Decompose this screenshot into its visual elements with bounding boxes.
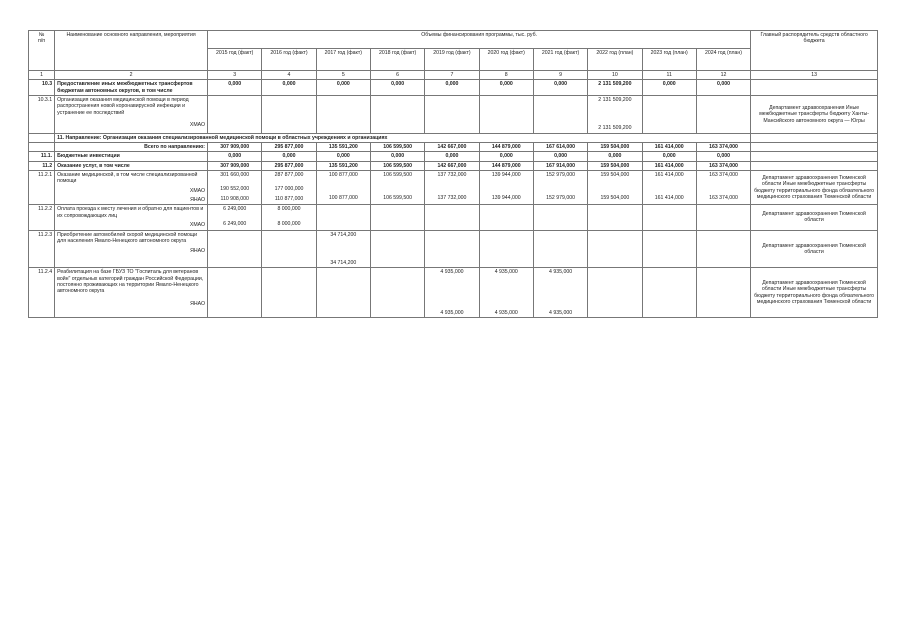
spacer xyxy=(427,186,476,192)
row-num: 10.3 xyxy=(29,80,55,96)
row-name: Предоставление иных межбюджетных трансфертов бюджетам автономных округов, в том числе xyxy=(55,80,208,96)
cell-value: 142 667,000 xyxy=(425,143,479,152)
table-row xyxy=(29,268,878,318)
spacer xyxy=(699,186,748,192)
cell-value: 34 714,200 xyxy=(330,231,357,238)
cell-value: 0,000 xyxy=(533,152,587,161)
cell-value: 0,000 xyxy=(479,80,533,96)
cell-value: 4 935,000 xyxy=(549,269,573,276)
spacer xyxy=(645,178,694,186)
spacer xyxy=(482,178,531,186)
spacer xyxy=(319,238,368,260)
table-row xyxy=(29,80,878,96)
cell-value-sub: 159 504,000 xyxy=(600,195,630,202)
cell-value-stack xyxy=(588,96,642,134)
cell-value: 0,000 xyxy=(208,80,262,96)
col-number: 7 xyxy=(425,71,479,80)
cell-value: 0,000 xyxy=(696,152,750,161)
cell-value: 301 660,000 xyxy=(220,172,250,179)
header-year: 2020 год (факт) xyxy=(479,49,533,71)
row-name-cell xyxy=(55,171,208,205)
row-subregion: ХМАО xyxy=(189,222,206,229)
cell-value: 307 909,000 xyxy=(208,143,262,152)
cell-value: 163 374,000 xyxy=(709,172,738,179)
spacer xyxy=(264,178,313,186)
cell-value: 0,000 xyxy=(642,152,696,161)
cell-value: 139 944,000 xyxy=(491,172,521,179)
section-row xyxy=(29,133,878,142)
cell-value-sub: 4 935,000 xyxy=(549,309,573,316)
cell-value-sub: 34 714,200 xyxy=(330,259,357,266)
cell-value: 159 504,000 xyxy=(588,161,642,170)
row-num: 11.2.3 xyxy=(29,230,55,268)
cell-value: 295 877,000 xyxy=(262,143,316,152)
table-row xyxy=(29,96,878,134)
cell-value-sub: 161 414,000 xyxy=(654,195,684,202)
cell-value: 161 414,000 xyxy=(642,143,696,152)
row-name: Всего по направлению: xyxy=(55,143,208,152)
row-name-cell xyxy=(55,205,208,230)
cell-value-stack xyxy=(208,205,262,230)
cell-empty xyxy=(751,80,878,96)
col-number: 13 xyxy=(751,71,878,80)
cell-value: 0,000 xyxy=(588,152,642,161)
cell-value: 159 504,000 xyxy=(600,172,630,179)
cell-value-sub: 163 374,000 xyxy=(709,195,738,202)
spacer xyxy=(427,178,476,186)
cell-value: 167 914,000 xyxy=(533,161,587,170)
cell-value: 0,000 xyxy=(696,80,750,96)
row-num: 11.2.4 xyxy=(29,268,55,318)
spacer xyxy=(536,276,585,310)
cell-value: 0,000 xyxy=(262,80,316,96)
spacer xyxy=(210,178,259,186)
cell-value-stack xyxy=(642,171,696,205)
row-name-cell xyxy=(55,230,208,268)
table-row xyxy=(29,143,878,152)
header-year: 2017 год (факт) xyxy=(316,49,370,71)
cell-value: 2 131 509,200 xyxy=(588,80,642,96)
header-year: 2022 год (план) xyxy=(588,49,642,71)
cell-value: 4 935,000 xyxy=(440,269,464,276)
cell-value: 106 599,500 xyxy=(383,172,413,179)
row-subregion: ХМАО xyxy=(189,122,206,129)
spacer xyxy=(319,186,368,192)
spacer xyxy=(536,178,585,186)
col-number: 1 xyxy=(29,71,55,80)
row-distributor: Департамент здравоохранения Иные межбюджетные трансферты бюджету Ханты-Мансийского автономного округа — Югры xyxy=(751,96,878,134)
cell-value: 163 374,000 xyxy=(696,161,750,170)
spacer xyxy=(536,186,585,192)
header-year: 2019 год (факт) xyxy=(425,49,479,71)
cell-value: 2 131 509,200 xyxy=(598,97,632,104)
cell-value: 142 667,000 xyxy=(425,161,479,170)
header-year: 2024 год (план) xyxy=(696,49,750,71)
col-number: 11 xyxy=(642,71,696,80)
cell-value: 152 979,000 xyxy=(546,172,575,179)
spacer xyxy=(373,186,422,192)
cell-value: 106 599,500 xyxy=(370,143,424,152)
row-name-cell xyxy=(55,96,208,134)
cell-value-stack xyxy=(479,171,533,205)
row-name-cell xyxy=(55,268,208,318)
cell-value: 135 591,200 xyxy=(316,143,370,152)
cell-value: 0,000 xyxy=(262,152,316,161)
cell-value-stack xyxy=(208,171,262,205)
col-number: 12 xyxy=(696,71,750,80)
col-number: 5 xyxy=(316,71,370,80)
table-row xyxy=(29,171,878,205)
cell-value: 8 000,000 xyxy=(277,206,301,213)
row-subregion: ЯНАО xyxy=(190,300,206,307)
row-subregion: ХМАО xyxy=(189,187,206,194)
cell-value-sub: 137 732,000 xyxy=(437,195,467,202)
header-year: 2018 год (факт) xyxy=(370,49,424,71)
cell-value: 144 879,000 xyxy=(479,143,533,152)
cell-value: 0,000 xyxy=(479,152,533,161)
row-subregion: ЯНАО xyxy=(190,248,206,255)
header-num: № п/п xyxy=(29,31,55,71)
spacer xyxy=(210,213,259,221)
cell-value-sub: 100 877,000 xyxy=(328,195,358,202)
cell-value: 0,000 xyxy=(533,80,587,96)
cell-value-stack xyxy=(316,171,370,205)
spacer xyxy=(482,186,531,192)
cell-value-stack xyxy=(370,171,424,205)
cell-value: 144 879,000 xyxy=(479,161,533,170)
cell-value-stack xyxy=(696,171,750,205)
table-row xyxy=(29,205,878,230)
cell-value: 0,000 xyxy=(316,152,370,161)
header-name: Наименование основного направления, мероприятия xyxy=(55,31,208,71)
cell-value: 4 935,000 xyxy=(494,269,518,276)
col-number: 6 xyxy=(370,71,424,80)
cell-value-stack xyxy=(533,171,587,205)
cell-value: 106 599,500 xyxy=(370,161,424,170)
cell-value: 0,000 xyxy=(370,80,424,96)
cell-value-stack xyxy=(588,171,642,205)
cell-value: 159 504,000 xyxy=(588,143,642,152)
table-row xyxy=(29,230,878,268)
cell-value: 295 877,000 xyxy=(262,161,316,170)
spacer xyxy=(482,276,531,310)
table-row xyxy=(29,161,878,170)
cell-value: 287 877,000 xyxy=(274,172,304,179)
cell-value: 137 732,000 xyxy=(437,172,467,179)
spacer xyxy=(427,276,476,310)
cell-value-stack xyxy=(533,268,587,318)
spacer xyxy=(590,186,639,192)
row-name: Оплата проезда к месту лечения и обратно для пациентов и их сопровождающих лиц xyxy=(57,206,204,219)
cell-value: 0,000 xyxy=(642,80,696,96)
row-name: Оказание медицинской, в том числе специализированной помощи xyxy=(57,172,198,185)
header-distributor: Главный распорядитель средств областного бюджета xyxy=(751,31,878,71)
row-num: 11.2 xyxy=(29,161,55,170)
financing-table xyxy=(28,30,878,318)
col-number: 8 xyxy=(479,71,533,80)
cell-value: 0,000 xyxy=(208,152,262,161)
header-year: 2021 год (факт) xyxy=(533,49,587,71)
table-row xyxy=(29,152,878,161)
cell-value: 161 414,000 xyxy=(654,172,684,179)
row-name: Оказание услуг, в том числе xyxy=(55,161,208,170)
cell-value: 135 591,200 xyxy=(316,161,370,170)
cell-value: 163 374,000 xyxy=(696,143,750,152)
row-name: Приобретение автомобилей скорой медицинской помощи для населения Ямало-Ненецкого автономного округа xyxy=(57,231,198,244)
spacer xyxy=(699,178,748,186)
row-num: 10.3.1 xyxy=(29,96,55,134)
cell-value: 0,000 xyxy=(425,80,479,96)
row-num: 11.1. xyxy=(29,152,55,161)
cell-value-stack xyxy=(425,268,479,318)
cell-value-sub: 8 000,000 xyxy=(277,220,301,227)
cell-value-sub: 177 000,000 xyxy=(274,186,304,193)
row-name: Бюджетные инвестиции xyxy=(55,152,208,161)
cell-value-sub: 139 944,000 xyxy=(491,195,521,202)
spacer xyxy=(319,178,368,186)
cell-value-sub: 190 552,000 xyxy=(220,186,250,193)
column-number-row xyxy=(29,71,878,80)
cell-value: 0,000 xyxy=(370,152,424,161)
cell-value-sub: 152 979,000 xyxy=(546,195,575,202)
header-year: 2015 год (факт) xyxy=(208,49,262,71)
row-name: Реабилитация на базе ГБУЗ ТО "Госпиталь для ветеранов войн" отдельных категорий граждан Российской Федерации, постоянно проживающих на территории Ямало-Ненецкого автономного округа xyxy=(57,269,204,295)
cell-value-sub: 6 249,000 xyxy=(223,220,247,227)
cell-value-sub: 4 935,000 xyxy=(440,309,464,316)
cell-value-sub: 110 908,000 xyxy=(220,195,249,202)
cell-value-stack xyxy=(316,230,370,268)
row-distributor: Департамент здравоохранения Тюменской области xyxy=(751,230,878,268)
row-distributor: Департамент здравоохранения Тюменской области xyxy=(751,205,878,230)
row-distributor: Департамент здравоохранения Тюменской области Иные межбюджетные трансферты бюджету территориального фонда обязательного медицинского страхования Тюменской области xyxy=(751,171,878,205)
spacer xyxy=(645,186,694,192)
row-subregion: ЯНАО xyxy=(190,197,206,204)
cell-value-stack xyxy=(262,171,316,205)
row-num: 11.2.2 xyxy=(29,205,55,230)
cell-value: 161 414,000 xyxy=(642,161,696,170)
spacer xyxy=(264,213,313,221)
cell-value: 0,000 xyxy=(316,80,370,96)
header-row xyxy=(29,31,878,49)
col-number: 9 xyxy=(533,71,587,80)
cell-value: 6 249,000 xyxy=(223,206,247,213)
row-name: Организация оказания медицинской помощи в период распространения новой коронавирусной инфекции и устранение ее последствий xyxy=(57,97,189,116)
spacer xyxy=(373,178,422,186)
col-number: 2 xyxy=(55,71,208,80)
col-number: 3 xyxy=(208,71,262,80)
spacer xyxy=(590,178,639,186)
cell-value: 100 877,000 xyxy=(328,172,358,179)
header-year: 2023 год (план) xyxy=(642,49,696,71)
cell-value-stack xyxy=(479,268,533,318)
cell-value: 0,000 xyxy=(425,152,479,161)
cell-value-sub: 2 131 509,200 xyxy=(598,125,632,132)
row-distributor: Департамент здравоохранения Тюменской области Иные межбюджетные трансферты бюджету территориального фонда обязательного медицинского страхования Тюменской области xyxy=(751,268,878,318)
row-num: 11.2.1 xyxy=(29,171,55,205)
section-title: 11. Направление: Организация оказания специализированной медицинской помощи в областных учреждениях и организациях xyxy=(55,133,751,142)
header-volumes: Объемы финансирования программы, тыс. руб. xyxy=(208,31,751,49)
cell-value: 167 614,000 xyxy=(533,143,587,152)
cell-value-sub: 106 599,500 xyxy=(383,195,413,202)
col-number: 10 xyxy=(588,71,642,80)
cell-value-sub: 110 877,000 xyxy=(274,195,304,202)
spacer xyxy=(590,103,639,125)
header-year: 2016 год (факт) xyxy=(262,49,316,71)
cell-value-sub: 4 935,000 xyxy=(494,309,518,316)
col-number: 4 xyxy=(262,71,316,80)
cell-value: 307 909,000 xyxy=(208,161,262,170)
cell-value-stack xyxy=(262,205,316,230)
cell-value-stack xyxy=(425,171,479,205)
